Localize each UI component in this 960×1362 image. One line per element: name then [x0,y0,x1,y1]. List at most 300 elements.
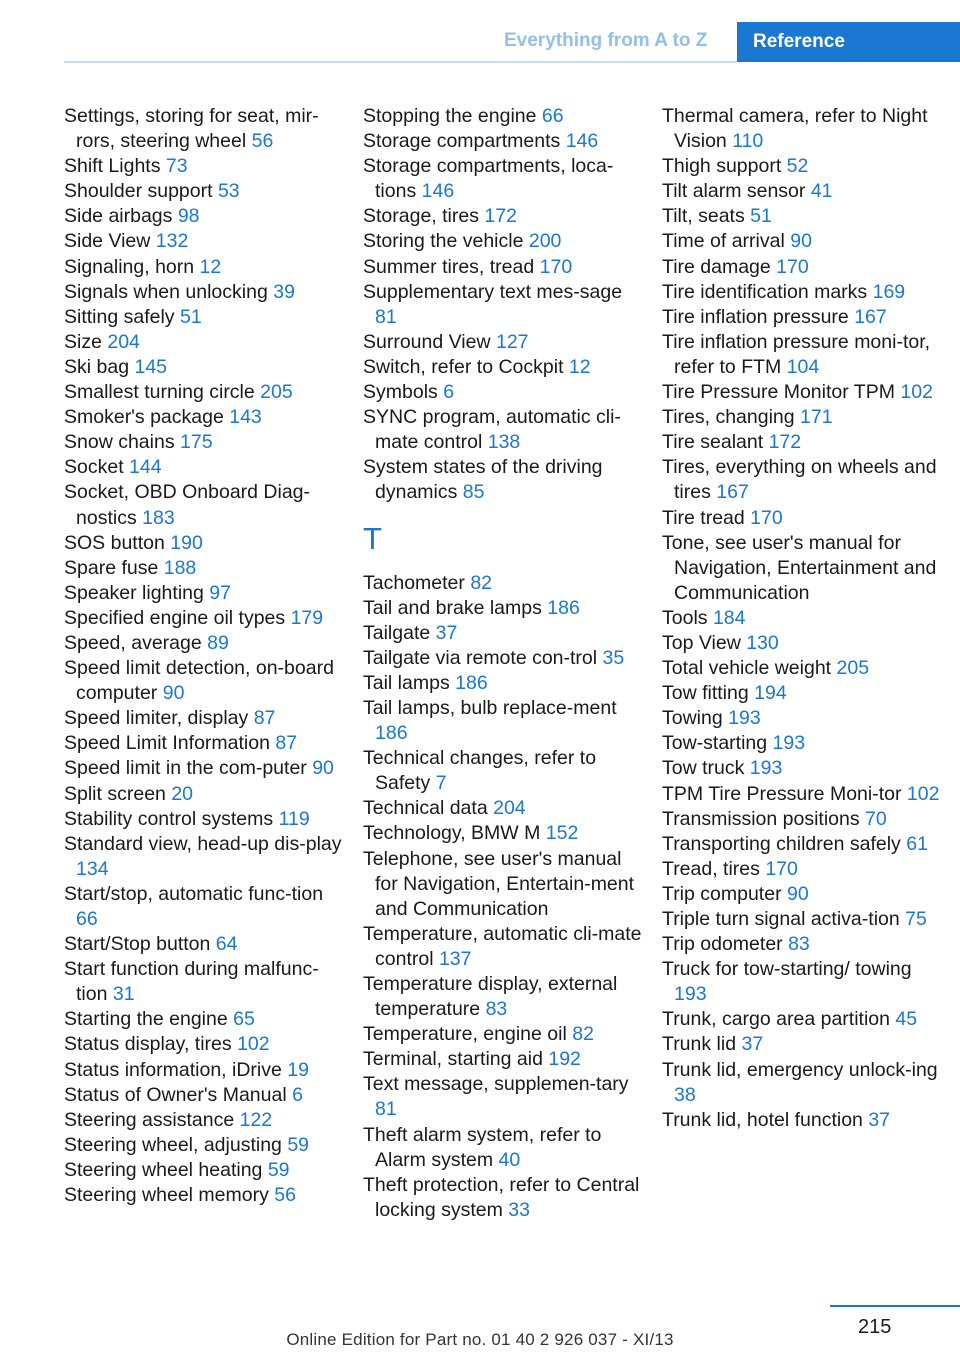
index-entry-text: Signaling, horn [64,255,195,278]
index-entry-text: Speed Limit Information [64,732,270,755]
index-entry [64,631,344,656]
index-entry-text: Technology, BMW M [363,822,541,845]
index-entry [64,957,344,1007]
page-link[interactable]: 66 [76,908,98,930]
index-entry-text: Tires, changing [662,406,795,429]
index-entry [64,1183,344,1208]
section-title: Everything from A to Z [504,30,708,51]
index-entry-text: Total vehicle weight [662,657,832,680]
page-link[interactable]: 188 [163,556,197,579]
index-entry-text: Stopping the engine [363,105,537,127]
index-entry [64,756,344,781]
page-link[interactable]: 83 [788,933,810,956]
page-link[interactable]: 45 [895,1008,918,1031]
page-link[interactable]: 98 [177,205,200,228]
index-entry-text: Storage, tires [363,205,479,228]
index-entry [64,832,344,882]
index-entry-text: Specified engine oil types [64,606,286,629]
reference-tab-label: Reference [753,31,845,52]
page-link[interactable]: 138 [487,431,521,454]
page-link[interactable]: 146 [421,180,455,203]
page-link[interactable]: 12 [568,355,591,378]
index-entry [64,305,344,330]
page-link[interactable]: 200 [528,230,562,253]
page-link[interactable]: 7 [435,772,447,795]
index-entry [662,957,942,1007]
page-link[interactable]: 90 [786,882,809,905]
index-entry-text: Tire Pressure Monitor TPM [662,381,895,404]
index-entry-text: Trip computer [662,882,782,905]
index-entry [662,531,942,606]
index-entry-text: Terminal, starting aid [363,1048,543,1071]
index-entry-text: Trunk, cargo area partition [662,1008,890,1031]
page-link[interactable]: 137 [438,947,472,970]
index-entry [363,696,643,746]
index-entry-text: Storing the vehicle [363,230,524,253]
page-link[interactable]: 81 [375,305,397,328]
edition-note: Online Edition for Part no. 01 40 2 926 037 - XI/13 [286,1330,674,1349]
index-entry [64,405,344,430]
page-link[interactable]: 6 [443,381,455,404]
index-entry [662,656,942,681]
index-entry [64,531,344,556]
page-link[interactable]: 170 [750,506,783,529]
index-entry-text: Signals when unlocking [64,280,268,303]
index-entry-text: Speaker lighting [64,581,204,604]
index-entry [64,154,344,179]
index-entry-text: Thermal camera, refer to Night Vision [662,105,928,153]
page-link[interactable]: 193 [772,732,806,755]
index-entry [363,405,643,455]
page-link[interactable]: 97 [209,581,231,604]
index-entry-text: Truck for tow-starting/ towing [662,958,912,981]
index-entry-text: Speed limiter, display [64,707,249,730]
index-entry-text: Storage compartments, loca-tions [363,155,614,203]
page-link[interactable]: 184 [712,606,746,629]
index-entry [64,1032,344,1057]
index-entry-text: Ski bag [64,355,130,378]
page-link[interactable]: 65 [233,1008,255,1031]
page-link[interactable]: 134 [76,857,109,880]
index-entry-text: Steering wheel heating [64,1158,263,1181]
index-entry [363,104,643,129]
page-link[interactable]: 90 [162,682,185,705]
index-entry [662,330,942,380]
page-link[interactable]: 37 [868,1108,891,1131]
index-entry-text: Telephone, see user's manual for Navigation, Entertain-ment and Communication [363,847,635,920]
page-link[interactable]: 75 [905,908,927,930]
index-entry [363,330,643,355]
index-entry [662,832,942,857]
index-entry [662,731,942,756]
index-entry [363,621,643,646]
index-entry [64,1158,344,1183]
page-link[interactable]: 144 [129,456,162,479]
page-link[interactable]: 193 [674,983,707,1006]
index-entry-text: Size [64,330,102,353]
index-entry [662,305,942,330]
index-entry [662,380,942,405]
page-link[interactable]: 33 [508,1198,530,1221]
index-entry-text: Thigh support [662,155,782,178]
index-entry [363,671,643,696]
page-link[interactable]: 87 [253,707,276,730]
index-entry [363,1072,643,1122]
page-link[interactable]: 59 [287,1133,310,1156]
index-entry-text: Tread, tires [662,857,760,880]
index-entry-text: Tachometer [363,571,465,594]
page-link[interactable]: 170 [539,255,573,278]
index-entry-text: Transmission positions [662,807,860,830]
page-link[interactable]: 66 [541,105,564,127]
page-link[interactable]: 56 [251,130,274,153]
index-entry-text: Tire sealant [662,431,764,454]
index-entry [363,746,643,796]
index-entry [64,731,344,756]
index-entry [662,229,942,254]
index-entry-text: Side airbags [64,205,173,228]
index-entry [662,1007,942,1032]
page-link[interactable]: 89 [207,631,229,654]
page-link[interactable]: 20 [171,782,194,805]
index-entry [64,455,344,480]
index-entry-text: Temperature display, external temperature [363,973,618,1021]
index-entry [662,907,942,932]
page-link[interactable]: 51 [179,305,202,328]
page-link[interactable]: 169 [872,280,906,303]
page-link[interactable]: 167 [854,305,887,328]
index-entry-text: Smoker's package [64,406,224,429]
page-link[interactable]: 40 [498,1148,521,1171]
page-link[interactable]: 130 [746,631,779,654]
index-entry-text: Start/stop, automatic func-tion [64,882,324,905]
index-entry [363,596,643,621]
index-entry-text: Start function during malfunc-tion [64,958,319,1006]
page-link[interactable]: 31 [112,983,135,1006]
index-entry-text: Tow truck [662,757,745,780]
index-entry-text: Speed, average [64,631,202,654]
page-link[interactable]: 59 [267,1158,290,1181]
page-link[interactable]: 167 [716,481,749,504]
page-link[interactable]: 90 [790,230,812,253]
footer-rule [830,1305,960,1307]
page-link[interactable]: 204 [493,797,526,820]
index-entry [64,807,344,832]
index-entry-text: Temperature, engine oil [363,1023,567,1046]
page-link[interactable]: 143 [229,406,262,429]
page-link[interactable]: 132 [155,230,189,253]
page-link[interactable]: 102 [237,1033,270,1056]
index-entry [662,1032,942,1057]
page-link[interactable]: 82 [470,571,493,594]
index-entry-text: Smallest turning circle [64,381,255,404]
index-entry [662,430,942,455]
page-link[interactable]: 145 [134,355,168,378]
page-link[interactable]: 104 [786,355,820,378]
index-entry-text: Transporting children safely [662,832,901,855]
index-entry [662,882,942,907]
index-entry-text: Symbols [363,381,438,404]
page-link[interactable]: 170 [765,857,798,880]
index-entry [64,280,344,305]
index-entry [363,355,643,380]
page-link[interactable]: 179 [290,606,324,629]
page-link[interactable]: 170 [776,255,809,278]
index-column-3 [662,104,942,1133]
index-entry-text: Shoulder support [64,180,213,203]
page-link[interactable]: 119 [278,807,310,830]
index-entry-text: Supplementary text mes-sage [363,280,623,303]
index-entry [64,179,344,204]
index-entry-text: Status information, iDrive [64,1058,282,1081]
index-entry-text: Tire inflation pressure moni-tor, refer to FTM [662,330,931,378]
index-entry [363,1022,643,1047]
index-entry [64,480,344,530]
index-entry-text: Surround View [363,330,491,353]
index-entry [64,1083,344,1108]
index-entry-text: TPM Tire Pressure Moni-tor [662,782,902,805]
page-link[interactable]: 37 [435,621,458,644]
index-entry-text: Steering wheel, adjusting [64,1133,282,1156]
index-entry-text: Trip odometer [662,933,783,956]
index-entry-text: Top View [662,631,741,654]
index-entry [363,571,643,596]
page-link[interactable]: 82 [572,1023,594,1046]
index-entry-text: Steering wheel memory [64,1184,269,1207]
page-link[interactable]: 152 [545,822,579,845]
index-entry [662,631,942,656]
index-entry-text: Trunk lid [662,1033,737,1056]
page-link[interactable]: 38 [674,1083,696,1106]
index-entry-text: Tail lamps [363,671,450,694]
page-header [0,0,960,62]
page-link[interactable]: 81 [375,1098,397,1121]
page-link[interactable]: 19 [287,1058,309,1081]
header-rule [64,61,737,63]
index-column-1 [64,104,344,1208]
index-entry-text: Steering assistance [64,1108,235,1131]
index-entry [662,681,942,706]
index-entry [363,972,643,1022]
index-entry-text: Socket, OBD Onboard Diag-nostics [64,481,311,529]
index-entry [64,782,344,807]
index-entry-text: Switch, refer to Cockpit [363,355,564,378]
index-entry-text: Sitting safely [64,305,175,328]
index-entry [662,756,942,781]
index-entry-text: Tire damage [662,255,771,278]
index-entry [662,807,942,832]
index-entry [363,646,643,671]
index-entry-text: Split screen [64,782,166,805]
index-entry [64,430,344,455]
index-entry [64,1108,344,1133]
index-entry [64,204,344,229]
page-link[interactable]: 83 [485,998,508,1021]
index-entry-text: Tilt, seats [662,205,745,228]
page-link[interactable]: 73 [165,155,188,178]
index-entry [662,455,942,505]
index-entry [363,1123,643,1173]
page-link[interactable]: 190 [170,531,203,554]
index-entry [64,1007,344,1032]
index-entry-text: Technical changes, refer to Safety [363,747,597,795]
index-entry [662,857,942,882]
page-link[interactable]: 52 [786,155,809,178]
index-entry [363,922,643,972]
page-link[interactable]: 90 [312,757,334,780]
index-letter-heading: T [363,520,382,556]
index-entry [64,581,344,606]
page-link[interactable]: 102 [900,381,933,404]
index-entry [64,380,344,405]
index-entry-text: Socket [64,456,124,479]
page-link[interactable]: 127 [495,330,529,353]
index-entry-text: Side View [64,230,151,253]
index-entry [64,1058,344,1083]
page-link[interactable]: 70 [865,807,887,830]
index-entry-text: Tone, see user's manual for Navigation, Entertainment and Communication [662,531,937,604]
index-entry-text: Trunk lid, hotel function [662,1108,863,1131]
index-entry-text: Text message, supplemen-tary [363,1073,629,1096]
index-entry-text: Summer tires, tread [363,255,535,278]
page-link[interactable]: 56 [274,1184,296,1207]
index-entry [363,280,643,330]
index-entry-text: Tire tread [662,506,745,529]
page-link[interactable]: 51 [750,205,772,228]
index-entry [64,882,344,932]
page-link[interactable]: 172 [768,431,802,454]
index-entry [64,656,344,706]
page-link[interactable]: 87 [275,732,298,755]
index-entry [363,796,643,821]
page-link[interactable]: 12 [199,255,222,278]
page-link[interactable]: 193 [749,757,783,780]
page-link[interactable]: 194 [754,682,787,705]
page-link[interactable]: 41 [810,180,833,203]
index-entry-text: Tailgate [363,621,431,644]
index-entry-text: Triple turn signal activa-tion [662,908,900,930]
page-link[interactable]: 53 [217,180,240,203]
index-entry-text: Theft protection, refer to Central locking system [363,1173,640,1221]
page-link[interactable]: 85 [462,481,485,504]
index-entry [662,104,942,154]
page-link[interactable]: 37 [741,1033,764,1056]
index-entry [363,1047,643,1072]
index-entry-text: Shift Lights [64,155,161,178]
page-link[interactable]: 39 [273,280,295,303]
page-link[interactable]: 205 [260,381,293,404]
page-link[interactable]: 186 [375,722,408,745]
index-entry [64,706,344,731]
index-entry-text: System states of the driving dynamics [363,456,603,504]
index-entry [64,606,344,631]
page-link[interactable]: 122 [239,1108,273,1131]
index-entry [363,455,643,505]
index-entry-text: Stability control systems [64,807,274,830]
page-link[interactable]: 186 [455,671,488,694]
index-entry-text: Tools [662,606,708,629]
page-link[interactable]: 172 [484,205,517,228]
index-entry [662,782,942,807]
index-entry-text: Time of arrival [662,230,785,253]
index-entry-text: Settings, storing for seat, mir-rors, steering wheel [64,105,319,153]
index-entry-text: Tow fitting [662,682,749,705]
index-entry-text: Speed limit in the com-puter [64,757,307,780]
page-link[interactable]: 204 [107,330,140,353]
index-entry-text: Temperature, automatic cli-mate control [363,922,642,970]
index-entry [662,179,942,204]
index-column-2 [363,104,643,1223]
page-link[interactable]: 102 [906,782,940,805]
index-entry [64,932,344,957]
index-entry-text: Tire identification marks [662,280,868,303]
index-entry [662,932,942,957]
index-entry [662,204,942,229]
page-link[interactable]: 61 [906,832,928,855]
index-entry [662,506,942,531]
index-entry [662,280,942,305]
index-entry [363,255,643,280]
index-entry-text: Standard view, head-up dis-play [64,832,342,855]
index-entry-text: Starting the engine [64,1008,228,1031]
index-entry-text: Tire inflation pressure [662,305,849,328]
index-entry-text: Tail and brake lamps [363,596,542,619]
index-entry-text: Snow chains [64,431,175,454]
index-entry-text: Speed limit detection, on-board computer [64,657,334,705]
page-link[interactable]: 6 [292,1083,303,1106]
page-link[interactable]: 171 [800,406,833,429]
index-entry-text: SOS button [64,531,165,554]
index-entry [363,847,643,922]
index-entry [64,355,344,380]
page-link[interactable]: 175 [180,431,213,454]
page-link[interactable]: 186 [547,596,580,619]
page-link[interactable]: 183 [142,506,175,529]
index-entry-text: Storage compartments [363,130,561,153]
page-link[interactable]: 64 [215,933,238,956]
index-entry [363,204,643,229]
index-entry-text: SYNC program, automatic cli-mate control [363,406,621,454]
index-entry [662,1108,942,1133]
page-link[interactable]: 35 [602,646,625,669]
index-entry-text: Trunk lid, emergency unlock-ing [662,1058,938,1081]
index-entry [363,154,643,204]
page-link[interactable]: 205 [836,657,870,680]
index-entry [64,556,344,581]
index-entry [64,1133,344,1158]
reference-tab[interactable] [737,22,960,62]
index-entry [363,380,643,405]
page-link[interactable]: 193 [728,707,761,730]
index-entry-text: Tires, everything on wheels and tires [662,456,937,504]
index-entry-text: Status display, tires [64,1033,232,1056]
index-entry-text: Technical data [363,797,488,820]
index-entry [662,154,942,179]
page-link[interactable]: 192 [548,1048,581,1071]
index-entry [64,330,344,355]
index-entry-text: Tail lamps, bulb replace-ment [363,696,617,719]
index-entry-text: Theft alarm system, refer to Alarm system [363,1123,602,1171]
page-number: 215 [858,1316,892,1338]
page-link[interactable]: 110 [732,130,764,153]
index-entry [363,229,643,254]
page-link[interactable]: 146 [565,130,599,153]
index-entry [662,255,942,280]
index-entry [64,255,344,280]
index-entry-text: Tow-starting [662,732,768,755]
index-entry-text: Start/Stop button [64,933,211,956]
index-entry [662,606,942,631]
